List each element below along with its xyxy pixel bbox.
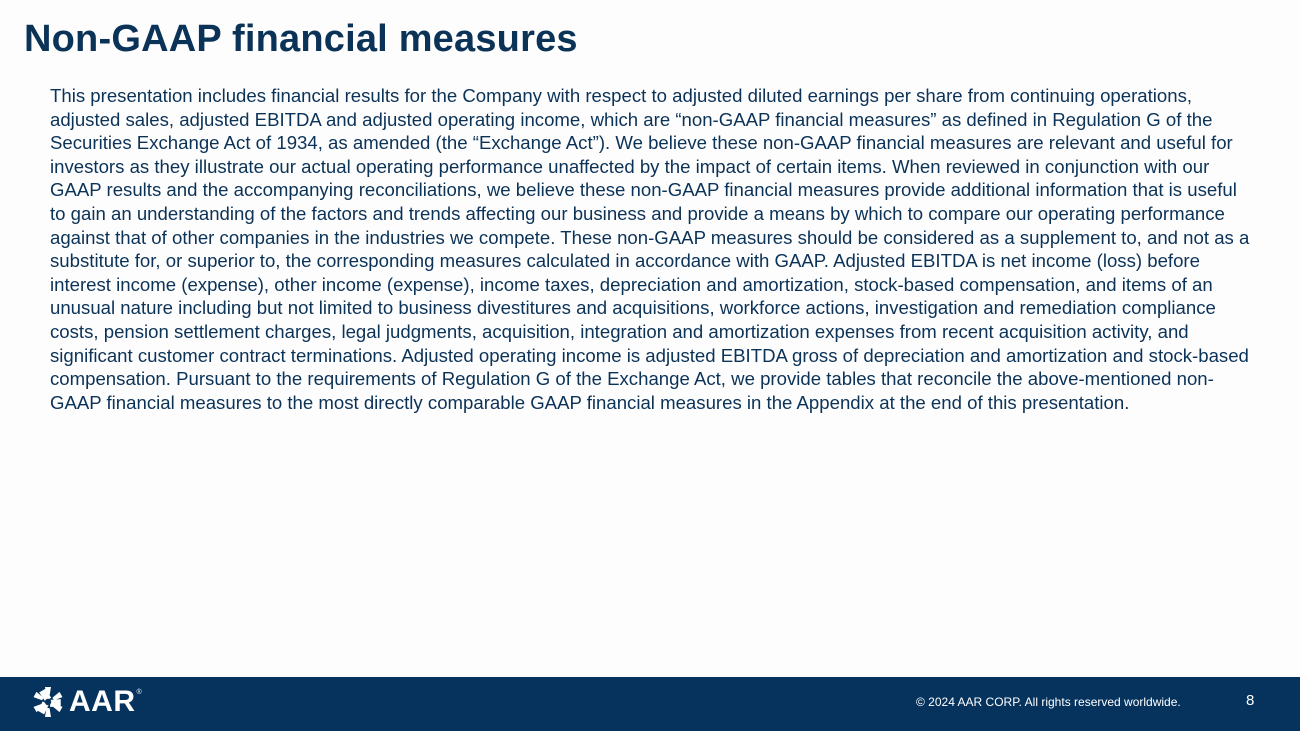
body-paragraph: This presentation includes financial results for the Company with respect to adjusted diluted earnings per share from continuing operations, adjusted sales, adjusted EBITDA and adjusted operating income, which are “non-GAAP financial measures” as defined in Regulation G of the Securities Exchange Act of 1934, as amended (the “Exchange Act”). We believe these non-GAAP financial measures are relevant and useful for investors as they illustrate our actual operating performance unaffected by the impact of certain items. When reviewed in conjunction with our GAAP results and the accompanying reconciliations, we believe these non-GAAP financial measures provide additional information that is useful to gain an understanding of the factors and trends affecting our business and provide a means by which to compare our operating performance against that of other companies in the industries we compete. These non-GAAP measures should be considered as a supplement to, and not as a substitute for, or superior to, the corresponding measures calculated in accordance with GAAP. Adjusted EBITDA is net income (loss) before interest income (expense), other income (expense), income taxes, depreciation and amortization, stock-based compensation, and items of an unusual nature including but not limited to business divestitures and acquisitions, workforce actions, investigation and remediation compliance costs, pension settlement charges, legal judgments, acquisition, integration and amortization expenses from recent acquisition activity, and significant customer contract terminations. Adjusted operating income is adjusted EBITDA gross of depreciation and amortization and stock-based compensation. Pursuant to the requirements of Regulation G of the Exchange Act, we provide tables that reconcile the above-mentioned non-GAAP financial measures to the most directly comparable GAAP financial measures in the Appendix at the end of this presentation. [50, 85, 1250, 413]
registered-mark: ® [136, 689, 142, 696]
footer-bar [0, 677, 1300, 731]
aar-star-logo-icon [31, 685, 65, 719]
company-logo [31, 685, 142, 719]
page-title: Non-GAAP financial measures [24, 18, 578, 60]
page-number: 8 [1246, 692, 1255, 709]
logo-text: AAR [69, 685, 136, 718]
copyright-notice: © 2024 AAR CORP. All rights reserved worldwide. [916, 695, 1181, 709]
